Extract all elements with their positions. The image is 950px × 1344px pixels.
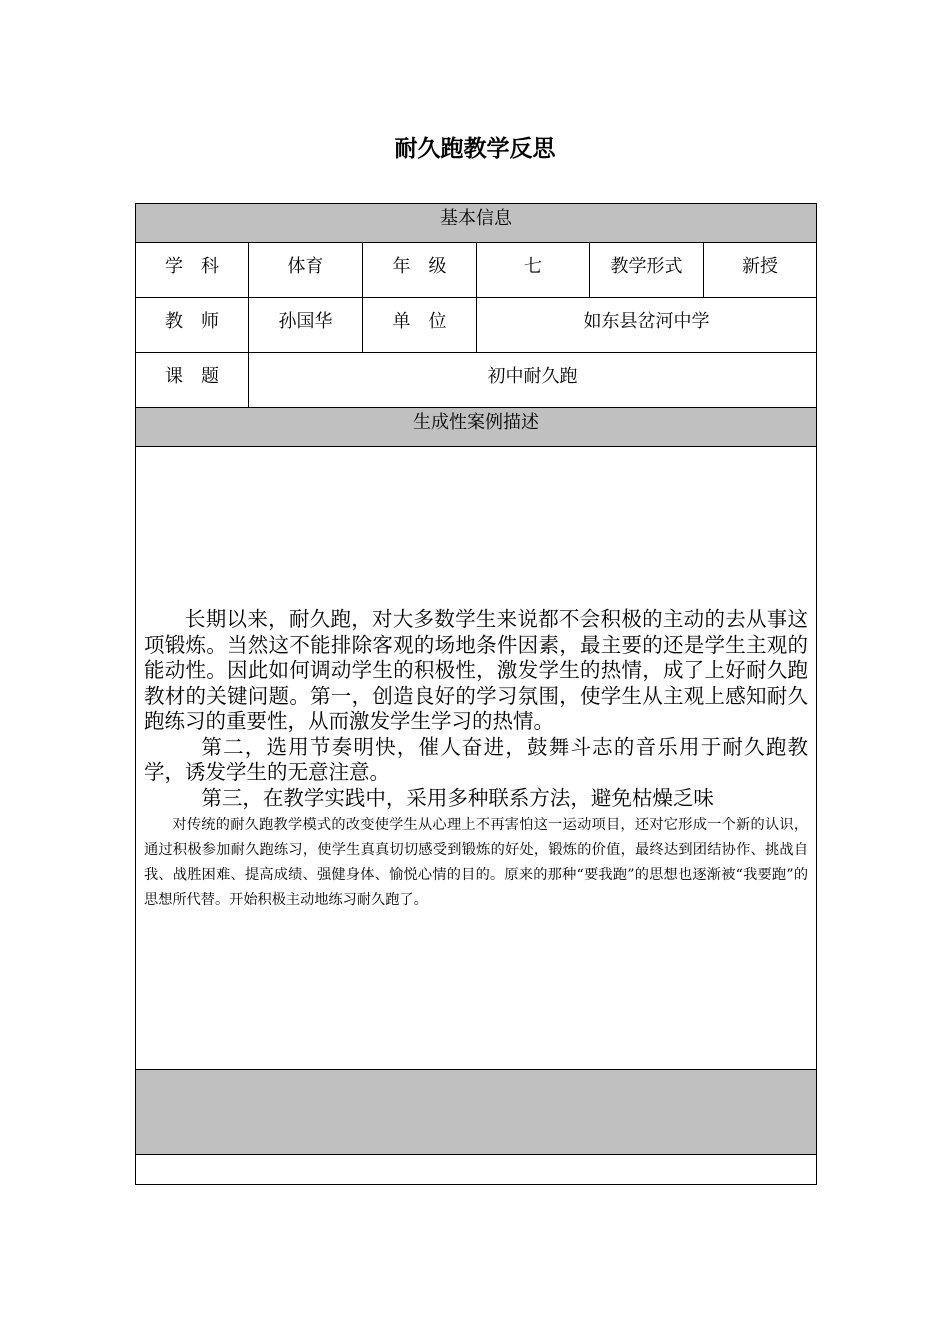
- form-value-cell: [704, 243, 817, 298]
- subject-row: [136, 243, 817, 298]
- teacher-value-cell: [249, 298, 363, 353]
- case-header-text: 生成性案例描述: [413, 412, 540, 433]
- grade-label-cell: [363, 243, 477, 298]
- topic-label-cell: [136, 353, 249, 408]
- basic-info-header-text: 基本信息: [440, 208, 513, 229]
- subject-label: 学 科: [165, 256, 219, 277]
- empty-row: [136, 1155, 817, 1185]
- unit-label: 单 位: [392, 311, 447, 332]
- teacher-row: [136, 298, 817, 353]
- unit-value: 如东县岔河中学: [583, 311, 710, 332]
- empty-cell: [136, 1155, 817, 1185]
- case-header: [136, 408, 817, 447]
- subject-value: 体育: [287, 256, 324, 277]
- lesson-info-table: [135, 203, 817, 1185]
- teacher-label: 教 师: [165, 311, 219, 332]
- unit-value-cell: [477, 298, 817, 353]
- case-paragraph-4: 对传统的耐久跑教学模式的改变使学生从心理上不再害怕这一运动项目，还对它形成一个新的认识，通过积极参加耐久跑练习，使学生真真切切感受到锻炼的好处，锻炼的价值，最终达到团结协作、挑战自我、战胜困难、提高成绩、强健身体、愉悦心情的目的。原来的那种“要我跑”的思想也逐渐被“我要跑”的思想所代替。开始积极主动地练习耐久跑了。: [144, 817, 809, 908]
- grade-value-cell: [477, 243, 590, 298]
- subject-label-cell: [136, 243, 249, 298]
- basic-info-header-row: [136, 204, 817, 243]
- form-label-cell: [590, 243, 704, 298]
- grade-value: 七: [524, 256, 542, 277]
- case-header-row: [136, 408, 817, 447]
- unit-label-cell: [363, 298, 477, 353]
- basic-info-header: [136, 204, 817, 243]
- case-paragraph-3: 第三，在教学实践中，采用多种联系方法，避免枯燥乏味: [201, 785, 714, 810]
- case-paragraph-1: 长期以来，耐久跑，对大多数学生来说都不会积极的主动的去从事这项锻炼。当然这不能排除客观的场地条件因素，最主要的还是学生主观的能动性。因此如何调动学生的积极性，激发学生的热情，成了上好耐久跑教材的关键问题。第一，创造良好的学习氛围，使学生从主观上感知耐久跑练习的重要性，从而激发学生学习的热情。: [144, 607, 809, 733]
- teacher-value: 孙国华: [278, 311, 333, 332]
- form-value: 新授: [742, 256, 779, 277]
- case-main-text: [144, 607, 808, 811]
- case-paragraph-2: 第二，选用节奏明快，催人奋进，鼓舞斗志的音乐用于耐久跑教学，诱发学生的无意注意。: [144, 734, 809, 784]
- teacher-label-cell: [136, 298, 249, 353]
- topic-label: 课 题: [165, 366, 219, 387]
- topic-value: 初中耐久跑: [487, 366, 578, 387]
- subject-value-cell: [249, 243, 363, 298]
- topic-value-cell: [249, 353, 817, 408]
- grade-label: 年 级: [392, 256, 447, 277]
- gray-section-row: [136, 1070, 817, 1155]
- gray-section-cell: [136, 1070, 817, 1155]
- form-label: 教学形式: [610, 256, 683, 277]
- topic-row: [136, 353, 817, 408]
- case-body-row: [136, 447, 817, 1070]
- case-description-cell: [136, 447, 817, 1070]
- document-title: 耐久跑教学反思: [394, 136, 556, 162]
